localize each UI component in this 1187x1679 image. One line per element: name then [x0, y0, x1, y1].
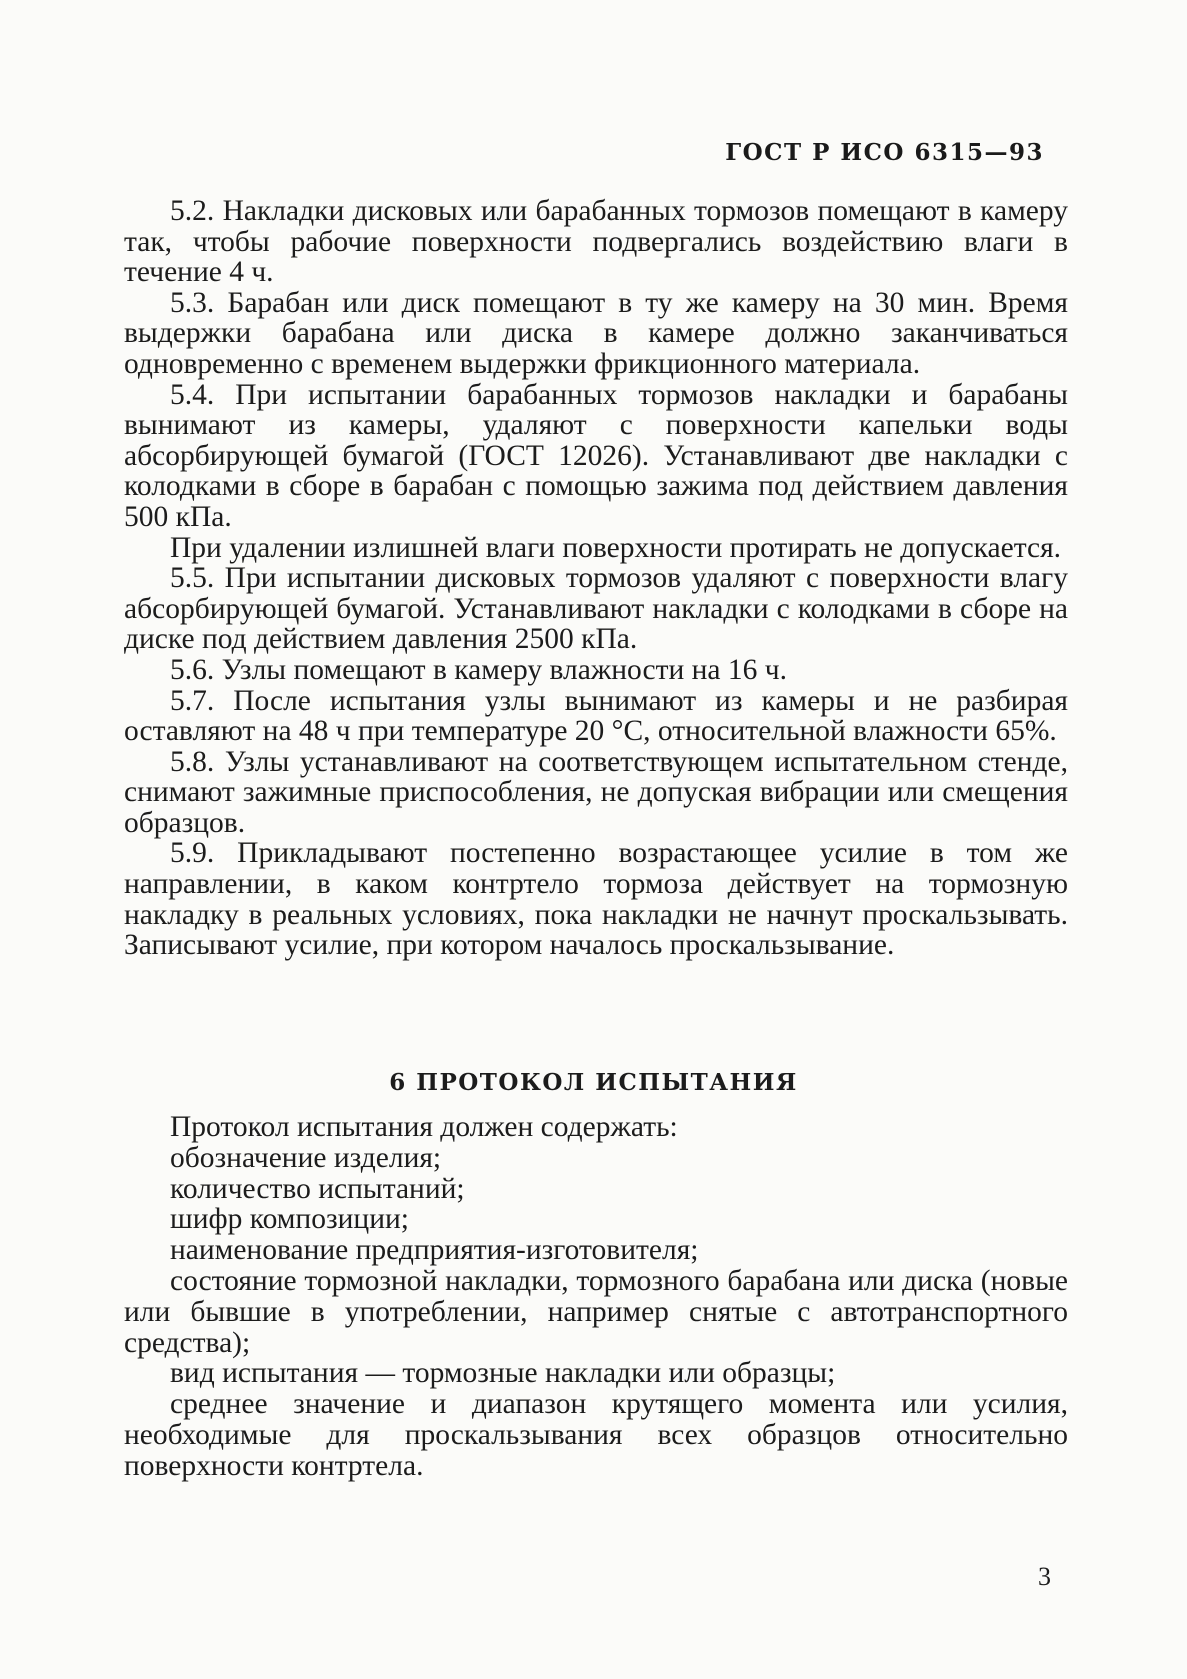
paragraph-5-4-note: При удалении излишней влаги поверхности протирать не допускается.: [170, 531, 1062, 564]
protocol-intro: Протокол испытания должен содержать:: [170, 1111, 678, 1143]
paragraph-5-3: 5.3. Барабан или диск помещают в ту же камеру на 30 мин. Время выдержки барабана или диска в камере должно заканчиваться одновременно с временем выдержки фрикционного материала.: [124, 286, 1068, 380]
list-item: вид испытания — тормозные накладки или образцы;: [170, 1357, 836, 1390]
paragraph-5-6: 5.6. Узлы помещают в камеру влажности на 16 ч.: [170, 653, 787, 686]
protocol-list: [124, 1112, 1068, 1482]
list-item: количество испытаний;: [170, 1172, 465, 1205]
paragraph-5-2: 5.2. Накладки дисковых или барабанных тормозов помещают в камеру так, чтобы рабочие поверхности подвергались воздействию влаги в течение 4 ч.: [124, 195, 1068, 289]
paragraph-5-8: 5.8. Узлы устанавливают на соответствующем испытательном стенде, снимают зажимные приспособления, не допуская вибрации или смещения образцов.: [124, 745, 1068, 839]
document-header: ГОСТ Р ИСО 6315—93: [725, 139, 1044, 166]
page-number: 3: [1038, 1562, 1051, 1591]
paragraph-5-9: 5.9. Прикладывают постепенно возрастающее усилие в том же направлении, в каком контртело тормоза действует на тормозную накладку в реальных условиях, пока накладки не начнут проскальзывать. Записывают усилие, при котором началось проскальзывание.: [124, 837, 1068, 962]
paragraph-5-7: 5.7. После испытания узлы вынимают из камеры и не разбирая оставляют на 48 ч при температуре 20 °С, относительной влажности 65%.: [124, 684, 1068, 748]
section-heading: 6 ПРОТОКОЛ ИСПЫТАНИЯ: [389, 1069, 798, 1096]
list-item: обозначение изделия;: [170, 1141, 442, 1174]
body-text: [124, 196, 1068, 961]
list-item: среднее значение и диапазон крутящего момента или усилия, необходимые для проскальзывания всех образцов относительно поверхности контртела.: [124, 1388, 1068, 1482]
list-item: шифр композиции;: [170, 1203, 409, 1236]
list-item: состояние тормозной накладки, тормозного барабана или диска (новые или бывшие в употреблении, например снятые с автотранспортного средства);: [124, 1264, 1068, 1359]
list-item: наименование предприятия-изготовителя;: [170, 1234, 699, 1267]
paragraph-5-5: 5.5. При испытании дисковых тормозов удаляют с поверхности влагу абсорбирующей бумагой. Устанавливают накладки с колодками в сборе на диске под действием давления 2500 кПа.: [124, 562, 1068, 656]
paragraph-5-4: 5.4. При испытании барабанных тормозов накладки и барабаны вынимают из камеры, удаляют с поверхности капельки воды абсорбирующей бумагой (ГОСТ 12026). Устанавливают две накладки с колодками в сборе в барабан с помощью зажима под действием давления 500 кПа.: [124, 378, 1068, 533]
